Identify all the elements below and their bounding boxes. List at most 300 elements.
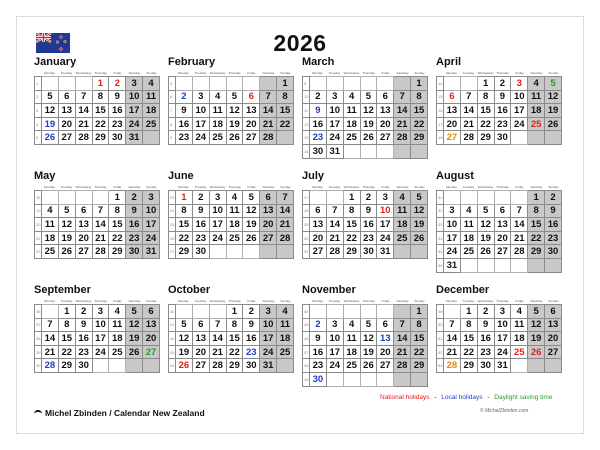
day-cell: 7 xyxy=(394,318,411,332)
day-cell: 30 xyxy=(243,359,260,373)
weekday-label: Tuesday xyxy=(60,71,73,75)
week-row xyxy=(303,117,428,131)
day-cell: 5 xyxy=(528,305,545,319)
day-cell: 6 xyxy=(494,204,511,218)
day-cell: 11 xyxy=(42,218,59,232)
day-cell: 16 xyxy=(310,117,327,131)
week-number: 40 xyxy=(35,359,42,373)
day-cell: 4 xyxy=(277,305,294,319)
day-cell: 23 xyxy=(75,345,92,359)
weekday-header xyxy=(302,298,428,304)
day-cell: 31 xyxy=(377,245,394,259)
day-cell: 1 xyxy=(58,305,75,319)
weekday-label: Sunday xyxy=(548,185,559,189)
day-cell: 29 xyxy=(528,245,545,259)
week-row xyxy=(437,332,562,346)
empty-cell xyxy=(343,305,360,319)
month-name: September xyxy=(34,284,91,296)
week-number: 29 xyxy=(303,218,310,232)
weekday-label: Monday xyxy=(312,71,323,75)
week-number: 15 xyxy=(437,90,444,104)
week-number: 38 xyxy=(35,332,42,346)
week-row xyxy=(303,131,428,145)
weekday-label: Saturday xyxy=(396,185,409,189)
month-grid xyxy=(302,304,428,387)
day-cell: 12 xyxy=(243,204,260,218)
empty-cell xyxy=(411,144,428,158)
day-cell: 18 xyxy=(277,332,294,346)
week-row xyxy=(35,104,160,118)
month-grid xyxy=(34,190,160,259)
day-cell: 28 xyxy=(511,245,528,259)
month-name: July xyxy=(302,170,325,182)
week-row xyxy=(303,231,428,245)
weekday-label: Thursday xyxy=(228,299,241,303)
day-cell: 5 xyxy=(360,90,377,104)
day-cell: 27 xyxy=(260,231,277,245)
day-cell: 24 xyxy=(209,231,226,245)
day-cell: 9 xyxy=(310,104,327,118)
day-cell: 29 xyxy=(226,359,243,373)
empty-cell xyxy=(92,359,109,373)
day-cell: 5 xyxy=(58,204,75,218)
day-cell: 2 xyxy=(310,90,327,104)
day-cell: 6 xyxy=(260,191,277,205)
week-row xyxy=(303,90,428,104)
day-cell: 6 xyxy=(310,204,327,218)
day-cell: 30 xyxy=(545,245,562,259)
month-september xyxy=(34,284,160,373)
month-october xyxy=(168,284,294,373)
empty-cell xyxy=(545,131,562,145)
empty-cell xyxy=(360,144,377,158)
weekday-label: Wednesday xyxy=(343,185,360,189)
day-cell: 12 xyxy=(42,104,59,118)
day-cell: 5 xyxy=(176,318,193,332)
day-cell: 3 xyxy=(494,305,511,319)
day-cell: 24 xyxy=(444,245,461,259)
day-cell: 6 xyxy=(75,204,92,218)
day-cell: 26 xyxy=(243,231,260,245)
day-cell: 3 xyxy=(209,191,226,205)
week-number: 18 xyxy=(35,191,42,205)
month-march xyxy=(302,56,428,159)
day-cell: 7 xyxy=(209,318,226,332)
day-cell: 14 xyxy=(444,332,461,346)
weekday-label: Saturday xyxy=(396,71,409,75)
day-cell: 24 xyxy=(126,117,143,131)
day-cell: 16 xyxy=(126,218,143,232)
day-cell: 18 xyxy=(394,218,411,232)
month-name: April xyxy=(436,56,462,68)
week-row xyxy=(303,305,428,319)
day-cell: 23 xyxy=(360,231,377,245)
day-cell: 18 xyxy=(343,117,360,131)
weekday-label: Wednesday xyxy=(75,299,92,303)
week-row xyxy=(437,318,562,332)
weekday-label: Thursday xyxy=(362,185,375,189)
weekday-label: Saturday xyxy=(128,71,141,75)
day-cell: 13 xyxy=(545,318,562,332)
week-number: 43 xyxy=(169,345,176,359)
weekday-label: Sunday xyxy=(146,185,157,189)
day-cell: 1 xyxy=(460,305,477,319)
empty-cell xyxy=(92,191,109,205)
week-number: 49 xyxy=(437,305,444,319)
weekday-label: Sunday xyxy=(414,71,425,75)
day-cell: 1 xyxy=(411,305,428,319)
day-cell: 25 xyxy=(460,245,477,259)
day-cell: 21 xyxy=(92,231,109,245)
day-cell: 30 xyxy=(75,359,92,373)
weekday-label: Tuesday xyxy=(462,71,475,75)
day-cell: 26 xyxy=(477,245,494,259)
weekday-label: Saturday xyxy=(128,185,141,189)
day-cell: 15 xyxy=(460,332,477,346)
day-cell: 8 xyxy=(226,318,243,332)
weekday-header xyxy=(168,298,294,304)
day-cell: 9 xyxy=(360,204,377,218)
weekday-label: Sunday xyxy=(280,185,291,189)
day-cell: 10 xyxy=(126,90,143,104)
empty-cell xyxy=(511,191,528,205)
day-cell: 17 xyxy=(92,332,109,346)
day-cell: 14 xyxy=(260,104,277,118)
week-number: 6 xyxy=(169,90,176,104)
day-cell: 26 xyxy=(176,359,193,373)
day-cell: 8 xyxy=(176,204,193,218)
legend-daylight: Daylight saving time xyxy=(494,394,553,401)
day-cell: 22 xyxy=(477,117,494,131)
day-cell: 31 xyxy=(444,258,461,272)
author-logo-icon xyxy=(34,410,42,417)
day-cell: 3 xyxy=(326,90,343,104)
month-grid xyxy=(34,76,160,145)
empty-cell xyxy=(411,372,428,386)
weekday-label: Monday xyxy=(44,71,55,75)
day-cell: 2 xyxy=(109,77,126,91)
day-cell: 2 xyxy=(545,191,562,205)
day-cell: 13 xyxy=(377,104,394,118)
weekday-label: Friday xyxy=(515,71,524,75)
empty-cell xyxy=(326,372,343,386)
week-number: 49 xyxy=(303,372,310,386)
week-row xyxy=(437,245,562,259)
month-name: May xyxy=(34,170,56,182)
weekday-label: Wednesday xyxy=(343,299,360,303)
day-cell: 25 xyxy=(528,117,545,131)
week-number: 26 xyxy=(169,231,176,245)
weekday-header xyxy=(34,70,160,76)
month-name: March xyxy=(302,56,335,68)
empty-cell xyxy=(277,359,294,373)
weekday-header xyxy=(436,184,562,190)
month-name: October xyxy=(168,284,211,296)
week-number: 7 xyxy=(169,104,176,118)
day-cell: 2 xyxy=(360,191,377,205)
week-number: 45 xyxy=(303,318,310,332)
week-row xyxy=(169,305,294,319)
day-cell: 19 xyxy=(243,218,260,232)
day-cell: 6 xyxy=(377,90,394,104)
day-cell: 8 xyxy=(109,204,126,218)
weekday-label: Friday xyxy=(515,185,524,189)
empty-cell xyxy=(277,131,294,145)
day-cell: 10 xyxy=(92,318,109,332)
day-cell: 7 xyxy=(511,204,528,218)
week-row xyxy=(437,305,562,319)
weekday-label: Friday xyxy=(381,71,390,75)
day-cell: 25 xyxy=(209,131,226,145)
day-cell: 16 xyxy=(176,117,193,131)
day-cell: 15 xyxy=(176,218,193,232)
day-cell: 14 xyxy=(394,104,411,118)
month-august xyxy=(436,170,562,273)
week-number: 53 xyxy=(437,359,444,373)
footer-author-text: Michel Zbinden / Calendar New Zealand xyxy=(45,408,205,418)
week-row xyxy=(169,131,294,145)
month-february xyxy=(168,56,294,145)
week-row xyxy=(169,345,294,359)
month-grid xyxy=(34,304,160,373)
day-cell: 14 xyxy=(394,332,411,346)
day-cell: 9 xyxy=(109,90,126,104)
day-cell: 8 xyxy=(92,90,109,104)
empty-cell xyxy=(176,77,193,91)
weekday-label: Monday xyxy=(178,299,189,303)
empty-cell xyxy=(226,245,243,259)
day-cell: 21 xyxy=(326,231,343,245)
week-row xyxy=(437,117,562,131)
week-number: 17 xyxy=(437,117,444,131)
empty-cell xyxy=(528,258,545,272)
day-cell: 24 xyxy=(192,131,209,145)
day-cell: 9 xyxy=(75,318,92,332)
site-credit: © MichelZbinden.com xyxy=(480,408,529,414)
day-cell: 8 xyxy=(411,90,428,104)
month-name: November xyxy=(302,284,356,296)
day-cell: 27 xyxy=(377,131,394,145)
day-cell: 7 xyxy=(394,90,411,104)
day-cell: 2 xyxy=(243,305,260,319)
day-cell: 13 xyxy=(75,218,92,232)
day-cell: 24 xyxy=(326,131,343,145)
weekday-label: Monday xyxy=(44,299,55,303)
weekday-label: Thursday xyxy=(228,185,241,189)
day-cell: 6 xyxy=(58,90,75,104)
day-cell: 13 xyxy=(377,332,394,346)
day-cell: 29 xyxy=(411,359,428,373)
empty-cell xyxy=(243,77,260,91)
day-cell: 30 xyxy=(109,131,126,145)
day-cell: 1 xyxy=(528,191,545,205)
day-cell: 14 xyxy=(511,218,528,232)
empty-cell xyxy=(377,144,394,158)
week-number: 34 xyxy=(437,231,444,245)
weekday-label: Wednesday xyxy=(75,185,92,189)
day-cell: 19 xyxy=(226,117,243,131)
day-cell: 12 xyxy=(360,332,377,346)
weekday-header xyxy=(168,70,294,76)
day-cell: 30 xyxy=(494,131,511,145)
day-cell: 23 xyxy=(192,231,209,245)
day-cell: 28 xyxy=(75,131,92,145)
day-cell: 17 xyxy=(326,117,343,131)
week-number: 19 xyxy=(35,204,42,218)
day-cell: 15 xyxy=(343,218,360,232)
weekday-label: Tuesday xyxy=(328,71,341,75)
day-cell: 16 xyxy=(192,218,209,232)
weekday-label: Saturday xyxy=(530,299,543,303)
day-cell: 6 xyxy=(243,90,260,104)
day-cell: 4 xyxy=(511,305,528,319)
day-cell: 30 xyxy=(310,144,327,158)
day-cell: 11 xyxy=(226,204,243,218)
day-cell: 11 xyxy=(343,332,360,346)
day-cell: 20 xyxy=(494,231,511,245)
day-cell: 21 xyxy=(394,117,411,131)
week-row xyxy=(169,218,294,232)
weekday-label: Tuesday xyxy=(462,299,475,303)
weekday-label: Friday xyxy=(515,299,524,303)
day-cell: 4 xyxy=(343,318,360,332)
legend-national: National holidays xyxy=(380,394,430,401)
day-cell: 13 xyxy=(143,318,160,332)
day-cell: 7 xyxy=(460,90,477,104)
empty-cell xyxy=(394,372,411,386)
weekday-header xyxy=(168,184,294,190)
month-grid xyxy=(436,190,562,273)
day-cell: 7 xyxy=(92,204,109,218)
weekday-label: Saturday xyxy=(262,71,275,75)
day-cell: 28 xyxy=(209,359,226,373)
weekday-label: Monday xyxy=(312,299,323,303)
weekday-label: Monday xyxy=(312,185,323,189)
day-cell: 1 xyxy=(109,191,126,205)
weekday-label: Sunday xyxy=(146,71,157,75)
week-number: 31 xyxy=(437,191,444,205)
empty-cell xyxy=(226,77,243,91)
day-cell: 17 xyxy=(511,104,528,118)
week-number: 27 xyxy=(169,245,176,259)
weekday-label: Wednesday xyxy=(209,71,226,75)
day-cell: 1 xyxy=(226,305,243,319)
weekday-label: Friday xyxy=(113,71,122,75)
day-cell: 9 xyxy=(477,318,494,332)
day-cell: 3 xyxy=(326,318,343,332)
empty-cell xyxy=(460,191,477,205)
week-number: 25 xyxy=(169,218,176,232)
weekday-label: Sunday xyxy=(414,185,425,189)
week-row xyxy=(169,117,294,131)
day-cell: 16 xyxy=(545,218,562,232)
week-row xyxy=(437,218,562,232)
empty-cell xyxy=(42,77,59,91)
weekday-label: Friday xyxy=(247,299,256,303)
month-grid xyxy=(436,304,562,373)
weekday-label: Tuesday xyxy=(194,299,207,303)
day-cell: 26 xyxy=(528,345,545,359)
day-cell: 25 xyxy=(109,345,126,359)
day-cell: 18 xyxy=(460,231,477,245)
weekday-label: Friday xyxy=(381,299,390,303)
week-number: 14 xyxy=(437,77,444,91)
day-cell: 17 xyxy=(326,345,343,359)
weekday-label: Monday xyxy=(446,185,457,189)
day-cell: 27 xyxy=(75,245,92,259)
week-row xyxy=(169,191,294,205)
day-cell: 10 xyxy=(326,332,343,346)
week-number: 1 xyxy=(35,77,42,91)
day-cell: 28 xyxy=(394,131,411,145)
day-cell: 7 xyxy=(75,90,92,104)
day-cell: 10 xyxy=(444,218,461,232)
week-row xyxy=(169,245,294,259)
day-cell: 1 xyxy=(277,77,294,91)
empty-cell xyxy=(109,359,126,373)
weekday-label: Sunday xyxy=(548,71,559,75)
day-cell: 1 xyxy=(176,191,193,205)
empty-cell xyxy=(394,245,411,259)
empty-cell xyxy=(343,372,360,386)
day-cell: 4 xyxy=(109,305,126,319)
day-cell: 28 xyxy=(92,245,109,259)
weekday-header xyxy=(302,70,428,76)
weekday-label: Wednesday xyxy=(477,71,494,75)
weekday-header xyxy=(436,70,562,76)
day-cell: 27 xyxy=(243,131,260,145)
empty-cell xyxy=(310,191,327,205)
day-cell: 16 xyxy=(243,332,260,346)
day-cell: 28 xyxy=(444,359,461,373)
week-row xyxy=(437,231,562,245)
weekday-label: Monday xyxy=(446,71,457,75)
week-row xyxy=(35,191,160,205)
day-cell: 17 xyxy=(192,117,209,131)
week-row xyxy=(35,77,160,91)
day-cell: 29 xyxy=(343,245,360,259)
empty-cell xyxy=(42,305,59,319)
empty-cell xyxy=(545,258,562,272)
day-cell: 4 xyxy=(42,204,59,218)
weekday-label: Wednesday xyxy=(75,71,92,75)
month-april xyxy=(436,56,562,145)
week-row xyxy=(303,191,428,205)
day-cell: 17 xyxy=(444,231,461,245)
week-number: 46 xyxy=(303,332,310,346)
weekday-label: Tuesday xyxy=(328,185,341,189)
day-cell: 25 xyxy=(143,117,160,131)
day-cell: 9 xyxy=(310,332,327,346)
weekday-label: Wednesday xyxy=(209,299,226,303)
day-cell: 24 xyxy=(92,345,109,359)
empty-cell xyxy=(343,144,360,158)
day-cell: 5 xyxy=(226,90,243,104)
day-cell: 8 xyxy=(460,318,477,332)
day-cell: 29 xyxy=(109,245,126,259)
day-cell: 17 xyxy=(494,332,511,346)
day-cell: 20 xyxy=(260,218,277,232)
empty-cell xyxy=(277,245,294,259)
day-cell: 5 xyxy=(126,305,143,319)
legend-local: Local holidays xyxy=(441,394,483,401)
day-cell: 6 xyxy=(143,305,160,319)
day-cell: 19 xyxy=(126,332,143,346)
day-cell: 2 xyxy=(126,191,143,205)
day-cell: 6 xyxy=(377,318,394,332)
day-cell: 6 xyxy=(192,318,209,332)
day-cell: 13 xyxy=(243,104,260,118)
